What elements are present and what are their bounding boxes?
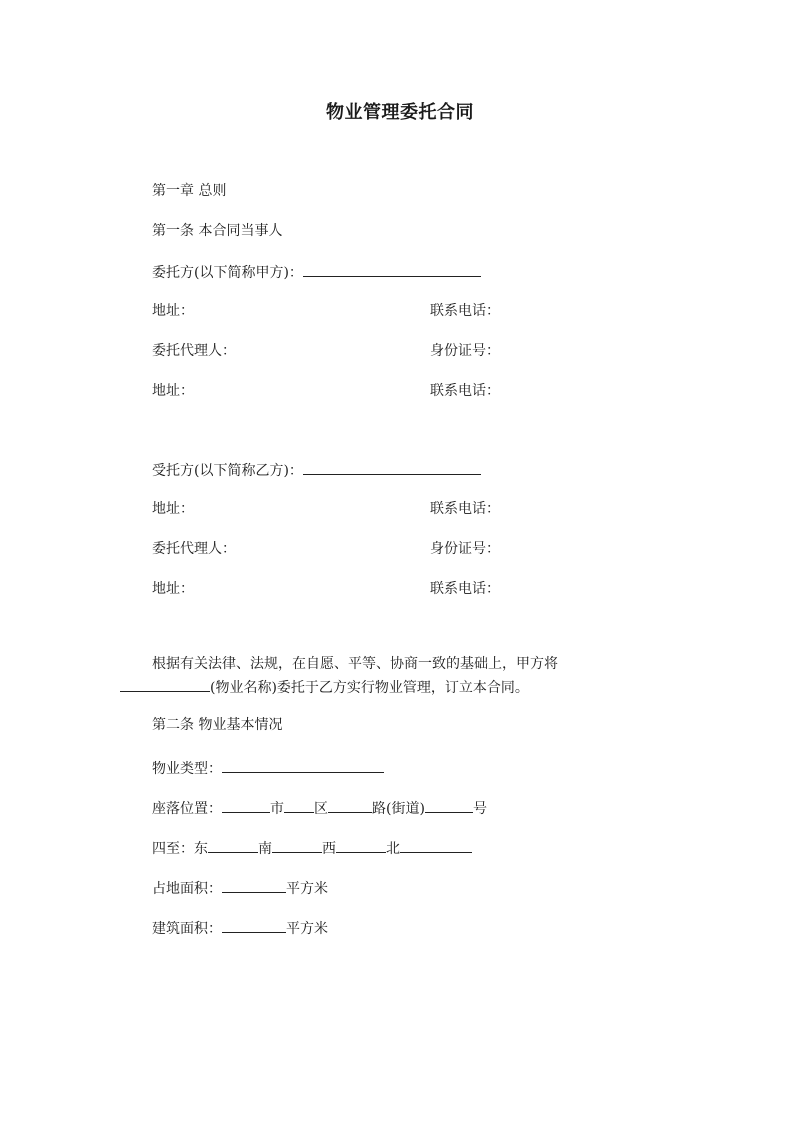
- road-label: 路(街道): [372, 801, 425, 817]
- boundaries-line: [152, 838, 472, 858]
- number-label: 号: [472, 801, 487, 817]
- party-b-label: 受托方(以下简称乙方)：: [152, 463, 303, 479]
- preamble-line-1: 根据有关法律、法规，在自愿、平等、协商一致的基础上，甲方将: [152, 656, 558, 672]
- east-blank[interactable]: [208, 838, 258, 853]
- north-blank[interactable]: [400, 838, 472, 853]
- preamble-paragraph: [120, 652, 660, 700]
- party-b-line: [152, 460, 481, 480]
- district-label: 区: [314, 801, 328, 817]
- district-blank[interactable]: [284, 798, 314, 813]
- number-blank[interactable]: [425, 798, 473, 813]
- land-area-unit: 平方米: [286, 881, 328, 897]
- building-area-label: 建筑面积：: [152, 921, 222, 937]
- city-label: 市: [270, 801, 284, 817]
- land-area-line: [152, 878, 328, 898]
- article-heading: 第一条 本合同当事人: [152, 223, 283, 239]
- party-b-phone-label: 联系电话：: [430, 501, 500, 517]
- west-label: 西: [322, 841, 336, 857]
- party-a-phone2-label: 联系电话：: [430, 383, 500, 399]
- party-b-blank[interactable]: [303, 460, 481, 475]
- party-b-agent-label: 委托代理人：: [152, 541, 236, 557]
- party-a-address-label: 地址：: [152, 303, 194, 319]
- property-type-blank[interactable]: [222, 758, 384, 773]
- party-a-blank[interactable]: [303, 262, 481, 277]
- building-area-line: [152, 918, 328, 938]
- party-a-line: [152, 262, 481, 282]
- property-type-line: [152, 758, 384, 778]
- road-blank[interactable]: [328, 798, 372, 813]
- property-type-label: 物业类型：: [152, 761, 222, 777]
- city-blank[interactable]: [222, 798, 270, 813]
- party-a-id-label: 身份证号：: [430, 343, 500, 359]
- party-a-phone-label: 联系电话：: [430, 303, 500, 319]
- west-blank[interactable]: [336, 838, 386, 853]
- south-label: 南: [258, 841, 272, 857]
- party-b-address2-label: 地址：: [152, 581, 194, 597]
- party-b-phone2-label: 联系电话：: [430, 581, 500, 597]
- party-a-address2-label: 地址：: [152, 383, 194, 399]
- preamble-line-2: (物业名称)委托于乙方实行物业管理，订立本合同。: [120, 676, 660, 700]
- boundaries-label: 四至：东: [152, 841, 208, 857]
- building-area-blank[interactable]: [222, 918, 286, 933]
- party-b-id-label: 身份证号：: [430, 541, 500, 557]
- party-b-address-label: 地址：: [152, 501, 194, 517]
- location-line: [152, 798, 487, 818]
- location-label: 座落位置：: [152, 801, 222, 817]
- building-area-unit: 平方米: [286, 921, 328, 937]
- party-a-agent-label: 委托代理人：: [152, 343, 236, 359]
- chapter-heading: 第一章 总则: [152, 183, 227, 199]
- article-2-heading: 第二条 物业基本情况: [152, 717, 283, 733]
- property-name-blank[interactable]: [120, 677, 210, 692]
- land-area-label: 占地面积：: [152, 881, 222, 897]
- document-title: 物业管理委托合同: [326, 102, 474, 123]
- party-a-label: 委托方(以下简称甲方)：: [152, 265, 303, 281]
- north-label: 北: [386, 841, 400, 857]
- land-area-blank[interactable]: [222, 878, 286, 893]
- south-blank[interactable]: [272, 838, 322, 853]
